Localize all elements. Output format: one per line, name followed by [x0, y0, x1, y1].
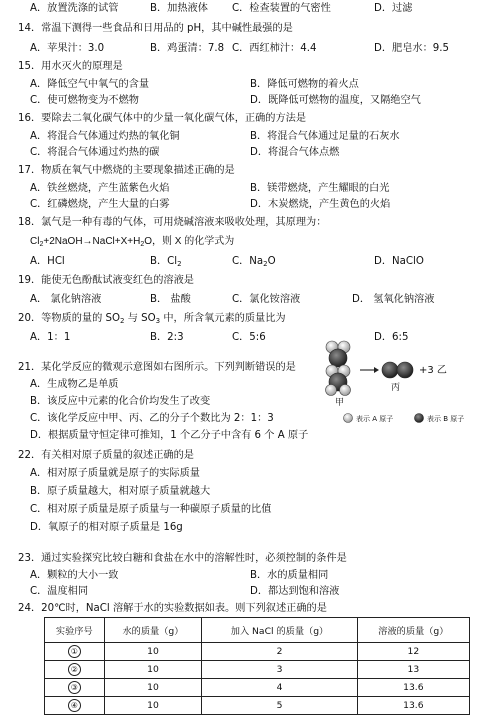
q14-option-d: D．肥皂水：9.5 [374, 43, 449, 54]
q15-stem: 15．用水灭火的原理是 [18, 61, 123, 72]
q20-option-c: C．5:6 [232, 332, 266, 343]
table-cell: 5 [202, 697, 357, 715]
q15-option-a: A．降低空气中氧气的含量 [30, 79, 150, 90]
table-cell: 12 [357, 643, 469, 661]
q23-option-b: B．水的质量相同 [250, 570, 329, 581]
q15-option-d: D．既降低可燃物的温度，又隔绝空气 [250, 95, 421, 106]
q17-stem: 17．物质在氧气中燃烧的主要现象描述正确的是 [18, 165, 235, 176]
legend-a-atom-icon [344, 414, 353, 423]
q15-option-c: C．使可燃物变为不燃物 [30, 95, 139, 106]
table-cell: 10 [104, 697, 202, 715]
q20-option-b: B．2:3 [150, 332, 184, 343]
q18-option-b: B．$Cl_2$ [150, 256, 182, 268]
q20-stem: 20．等物质的量的 $SO_2$ 与 $SO_3$ 中，所含氧元素的质量比为 [18, 313, 286, 325]
table-cell: 13 [357, 661, 469, 679]
table-cell-index: ③ [45, 679, 105, 697]
label-bing: 丙 [391, 383, 401, 393]
table-cell-index: ① [45, 643, 105, 661]
q22-option-b: B．原子质量越大，相对原子质量就越大 [30, 486, 211, 497]
q16-option-b: B．将混合气体通过足量的石灰水 [250, 131, 400, 142]
q17-option-a: A．铁丝燃烧，产生蓝紫色火焰 [30, 183, 170, 194]
table-cell-index: ④ [45, 697, 105, 715]
q23-stem: 23．通过实验探究比较白糖和食盐在水中的溶解性时，必须控制的条件是 [18, 553, 347, 564]
q14-option-a: A．苹果汁：3.0 [30, 43, 105, 54]
q19-option-a: A． 氯化钠溶液 [30, 294, 102, 305]
q21-option-c: C．该化学反应中甲、丙、乙的分子个数比为 2：1：3 [30, 413, 274, 424]
label-jia: 甲 [335, 398, 345, 408]
q23-option-a: A．颗粒的大小一致 [30, 570, 119, 581]
q19-option-c: C．氯化铵溶液 [232, 294, 301, 305]
q19-option-d: D． 氢氧化钠溶液 [352, 294, 435, 305]
q13-option-a: A．放置洗涤的试管 [30, 3, 119, 14]
legend-a-label: 表示 A 原子 [356, 415, 394, 423]
legend-b-atom-icon [415, 414, 424, 423]
experiment-table [44, 617, 470, 715]
q16-option-c: C．将混合气体通过灼热的碳 [30, 147, 160, 158]
q16-stem: 16．要除去二氧化碳气体中的少量一氧化碳气体，正确的方法是 [18, 113, 307, 124]
legend-b-label: 表示 B 原子 [427, 415, 465, 423]
q18-option-c: C．$Na_2O$ [232, 256, 276, 268]
molecule-jia [326, 341, 351, 396]
table-row [45, 661, 470, 679]
q17-option-b: B．镁带燃烧，产生耀眼的白光 [250, 183, 390, 194]
q16-option-a: A．将混合气体通过灼热的氧化铜 [30, 131, 180, 142]
table-cell: 13.6 [357, 679, 469, 697]
table-cell: 10 [104, 679, 202, 697]
q17-option-c: C．红磷燃烧，产生大量的白雾 [30, 199, 170, 210]
table-cell: 4 [202, 679, 357, 697]
table-cell: 13.6 [357, 697, 469, 715]
q21-option-d: D．根据质量守恒定律可推知，1 个乙分子中含有 6 个 A 原子 [30, 430, 309, 441]
table-header-row [45, 618, 470, 643]
q21-option-a: A．生成物乙是单质 [30, 379, 119, 390]
table-header-cell: 实验序号 [45, 618, 105, 643]
q18-stem: 18．氯气是一种有毒的气体，可用烧碱溶液来吸收处理，其原理为： [18, 217, 327, 228]
q18-equation: $Cl_2+2NaOH\to NaCl+X+H_2O$，则 X 的化学式为 [30, 236, 235, 248]
q19-stem: 19．能使无色酚酞试液变红色的溶液是 [18, 275, 194, 286]
q14-option-b: B．鸡蛋清：7.8 [150, 43, 225, 54]
table-cell: 2 [202, 643, 357, 661]
q13-option-b: B．加热液体 [150, 3, 208, 14]
table-header-cell: 加入 NaCl 的质量（g） [202, 618, 357, 643]
q20-option-a: A．1：1 [30, 332, 71, 343]
q22-stem: 22．有关相对原子质量的叙述正确的是 [18, 450, 194, 461]
q18-option-d: D．NaClO [374, 256, 424, 267]
table-row [45, 643, 470, 661]
q22-option-d: D．氧原子的相对原子质量是 16g [30, 522, 183, 533]
q24-stem: 24．20℃时，NaCl 溶解于水的实验数据如表。则下列叙述正确的是 [18, 603, 327, 614]
q17-option-d: D．木炭燃烧，产生黄色的火焰 [250, 199, 391, 210]
reaction-diagram [322, 340, 494, 426]
q18-option-a: A．HCl [30, 256, 65, 267]
q22-option-c: C．相对原子质量是原子质量与一种碳原子质量的比值 [30, 504, 272, 515]
table-cell: 10 [104, 643, 202, 661]
table-row [45, 697, 470, 715]
q22-option-a: A．相对原子质量就是原子的实际质量 [30, 468, 200, 479]
table-cell: 10 [104, 661, 202, 679]
table-row [45, 679, 470, 697]
q23-option-c: C．温度相同 [30, 586, 89, 597]
q21-option-b: B．该反应中元素的化合价均发生了改变 [30, 396, 211, 407]
q13-option-c: C．检查装置的气密性 [232, 3, 331, 14]
q23-option-d: D．都达到饱和溶液 [250, 586, 340, 597]
q14-stem: 14．常温下测得一些食品和日用品的 pH，其中碱性最强的是 [18, 23, 293, 34]
table-cell-index: ② [45, 661, 105, 679]
q13-option-d: D．过滤 [374, 3, 413, 14]
table-cell: 3 [202, 661, 357, 679]
table-header-cell: 溶液的质量（g） [357, 618, 469, 643]
molecule-bing [382, 362, 413, 378]
arrow-icon [360, 367, 379, 373]
q16-option-d: D．将混合气体点燃 [250, 147, 340, 158]
label-plus-yi: +3 乙 [419, 365, 447, 376]
q21-stem: 21．某化学反应的微观示意图如右图所示。下列判断错误的是 [18, 362, 296, 373]
table-header-cell: 水的质量（g） [104, 618, 202, 643]
q19-option-b: B． 盐酸 [150, 294, 191, 305]
q20-option-d: D．6:5 [374, 332, 409, 343]
q15-option-b: B．降低可燃物的着火点 [250, 79, 359, 90]
q14-option-c: C．西红柿汁：4.4 [232, 43, 317, 54]
